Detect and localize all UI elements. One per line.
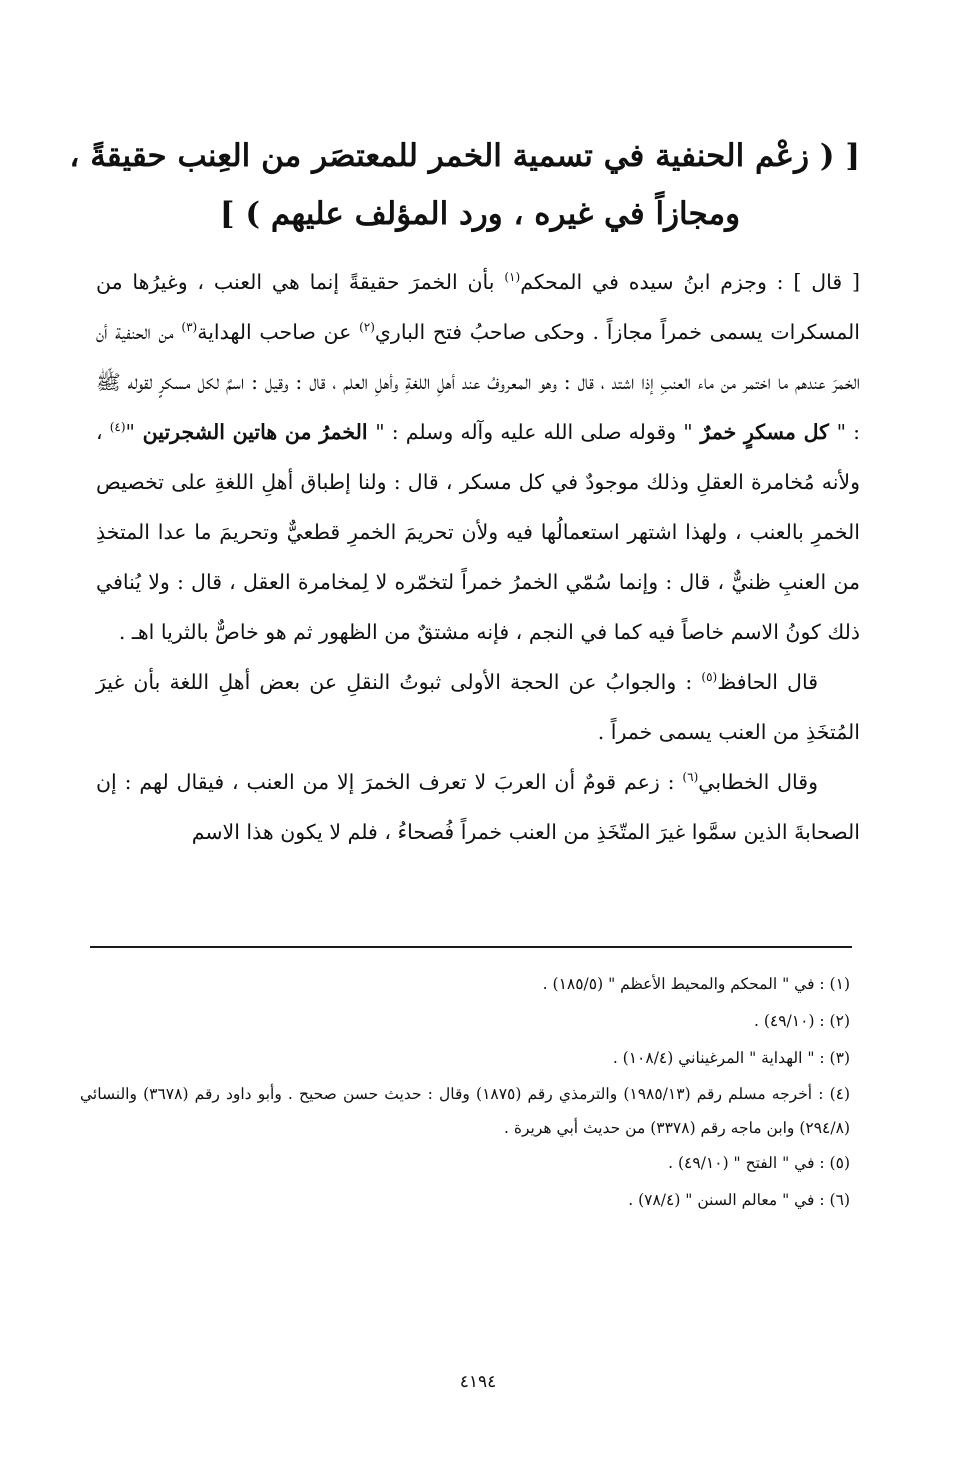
section-heading-line-2: ومجازاً في غيره ، ورد المؤلف عليهم ) ] — [219, 196, 741, 232]
paragraph-1 — [96, 257, 860, 657]
footnote-4: (٤) : أخرجه مسلم رقم (١٩٨٥/١٣) والترمذي رقم (١٨٧٥) وقال : حديث حسن صحيح . وأبو داود رقم (٣٦٧٨) والنسائي (٢٩٤/٨) وابن ماجه رقم (٣٣٧٨) من حديث أبي هريرة . — [80, 1085, 851, 1137]
footnote-ref-5[interactable]: (٥) — [701, 670, 718, 685]
footnote-3: (٣) : " الهداية " المرغيناني (١٠٨/٤) . — [612, 1049, 850, 1067]
footnote-ref-1[interactable]: (١) — [504, 270, 521, 285]
text-run: [ قال ] : وجزم ابنُ سيده في المحكم — [520, 270, 861, 294]
text-run: بأن الخمرَ حقيقةً إنما هي العنب ، وغيرُها من المسكرات يسمى خمراً مجازاً . وحكى صاحبُ فتح الباري — [96, 270, 860, 344]
hadith-quote-1: كل مسكرٍ خمرٌ — [692, 420, 837, 444]
main-text — [96, 257, 860, 857]
footnote-ref-3[interactable]: (٣) — [181, 320, 198, 335]
paragraph-2 — [96, 657, 860, 757]
footnotes — [80, 966, 850, 1219]
footnote-ref-6[interactable]: (٦) — [682, 770, 699, 785]
footnote-5: (٥) : في " الفتح " (٤٩/١٠) . — [668, 1154, 850, 1172]
text-run: وقال الخطابي — [698, 770, 818, 794]
text-run: من الحنفية أن الخمرَ عندهم ما اختمر من ماء العنبِ إذا اشتد ، قال : وهو المعروفُ عند أهلِ اللغةِ وأهلِ العلم ، قال : وقيل : اسمٌ لكل مسكرٍ لقوله ﷺ : " — [96, 320, 860, 444]
paragraph-3 — [96, 757, 860, 857]
footnote-6: (٦) : في " معالم السنن " (٧٨/٤) . — [628, 1191, 850, 1209]
text-run: " — [125, 420, 135, 444]
text-run: " وقوله صلى الله عليه وآله وسلم : " — [375, 420, 693, 444]
text-run: ، ولأنه مُخامرة العقلِ وذلك موجودٌ في كل مسكر ، قال : ولنا إطباق أهلِ اللغةِ على تخصيص الخمرِ بالعنب ، ولهذا اشتهر استعمالُها فيه ولأن تحريمَ الخمرِ قطعيٌّ وتحريمَ ما عدا المتخذِ من العنبِ ظنيٌّ ، قال : وإنما سُمّي الخمرُ خمراً لتخمّره لا لِمخامرة العقل ، قال : ولا يُنافي ذلك كونُ الاسم خاصاً فيه كما في النجم ، فإنه مشتقٌ من الظهور ثم هو خاصٌّ بالثريا اهـ . — [96, 420, 860, 644]
section-heading-line-1: [ ( زعْم الحنفية في تسمية الخمر للمعتصَر من العِنب حقيقةً ، — [69, 138, 860, 174]
footnote-ref-4[interactable]: (٤) — [109, 420, 126, 435]
footnote-separator — [90, 946, 852, 948]
text-run: : والجوابُ عن الحجة الأولى ثبوتُ النقلِ عن بعض أهلِ اللغة بأن غيرَ المُتخَذِ من العنب يسمى خمراً . — [96, 670, 860, 744]
footnote-2: (٢) : (٤٩/١٠) . — [754, 1012, 850, 1030]
footnote-ref-2[interactable]: (٢) — [359, 320, 375, 335]
footnote-1: (١) : في " المحكم والمحيط الأعظم " (١٨٥/٥) . — [542, 975, 850, 993]
hadith-quote-2: الخمرُ من هاتين الشجرتين — [134, 420, 376, 444]
page-number: ٤١٩٤ — [459, 1372, 497, 1392]
text-run: : زعم قومٌ أن العربَ لا تعرف الخمرَ إلا من العنب ، فيقال لهم : إن الصحابةَ الذين سمَّوا غيرَ المتّخَذِ من العنب خمراً فُصحاءُ ، فلم لا يكون هذا الاسم — [96, 770, 860, 844]
text-run: عن صاحب الهداية — [197, 320, 360, 344]
text-run: قال الحافظ — [717, 670, 818, 694]
